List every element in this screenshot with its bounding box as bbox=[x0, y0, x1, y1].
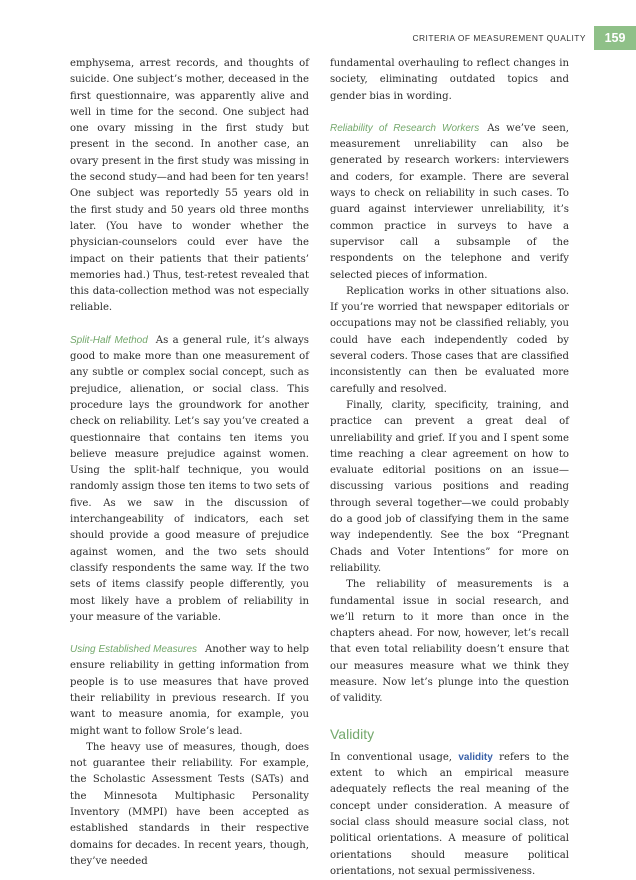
paragraph-continued: emphysema, arrest records, and thoughts of suicide. One subject’s mother, deceased in the first questionnaire, was apparently alive and well in time for the second. One subject had one ovary missing in the first study but present in the second. In another case, an ovary present in the first study was missing in the second study—and had been for ten years! One subject was reportedly 55 years old in the first study and 50 years old three months later. (You have to wonder whether the physician-counselors could ever have the impact on their patients that their patients’ memories had.) Thus, test-retest revealed that this data-collection method was not especially reliable. bbox=[70, 58, 309, 314]
section-title-validity: Validity bbox=[330, 725, 375, 742]
paragraph-replication: Replication works in other situations also. If you’re worried that newspaper editorials or occupations may not be classified reliably, you could have each independently coded by several coders. Those cases that are classified inconsistently can then be evaluated more carefully and resolved. bbox=[330, 285, 569, 395]
paragraph-clarity: Finally, clarity, specificity, training, and practice can prevent a great deal of unreliability and grief. If you and I spent some time reaching a clear agreement on how to evaluate editorial positions on an issue—discussing various positions and reading through several together—we could probably do a good job of classifying them in the same way independently. See the box “Pregnant Chads and Voter Intentions” for more on reliability. bbox=[330, 399, 569, 574]
research-workers-paragraph bbox=[330, 121, 569, 284]
split-half-paragraph bbox=[70, 333, 309, 626]
validity-term: validity bbox=[458, 751, 493, 763]
validity-text-after: refers to the extent to which an empirical measure adequately reflects the real meaning of the concept under consideration. A measure of social class should measure social class, not political orientations. A measure of political orientations should measure political orientations, not sexual permissiveness. bbox=[330, 751, 569, 877]
running-head bbox=[412, 26, 636, 50]
research-workers-heading: Reliability of Research Workers bbox=[330, 122, 480, 134]
research-workers-text: As we’ve seen, measurement unreliability can also be generated by research workers: interviewers and coders, for example. There are several ways to check on reliability in such cases. To guard against interviewer unreliability, it’s common practice in surveys to have a supervisor call a subsample of the respondents on the telephone and verify selected pieces of information. bbox=[330, 122, 569, 281]
left-column bbox=[70, 56, 309, 870]
established-measures-text: Another way to help ensure reliability in getting information from people is to use measures that have proved their reliability in previous research. If you want to measure anomia, for example, you might want to follow Srole’s lead. bbox=[70, 644, 309, 737]
running-title: CRITERIA OF MEASUREMENT QUALITY bbox=[412, 33, 586, 43]
split-half-text: As a general rule, it’s always good to make more than one measurement of any subtle or complex social concept, such as prejudice, alienation, or social class. This procedure lays the groundwork for another check on reliability. Let’s say you’ve created a questionnaire that contains ten items you believe measure prejudice against women. Using the split-half technique, you would randomly assign those ten items to two sets of five. As we saw in the discussion of interchangeability of indicators, each set should provide a good measure of prejudice against women, and the two sets should classify respondents the same way. If the two sets of items classify people differently, you most likely have a problem of reliability in your measure of the variable. bbox=[70, 334, 309, 623]
established-measures-paragraph bbox=[70, 642, 309, 740]
page-number: 159 bbox=[594, 26, 636, 50]
paragraph-fundamental-issue: The reliability of measurements is a fundamental issue in social research, and we’ll return to it more than once in the chapters ahead. For now, however, let’s recall that even total reliability doesn’t ensure that our measures measure what we think they measure. Now let’s plunge into the question of validity. bbox=[330, 579, 569, 705]
established-measures-heading: Using Established Measures bbox=[70, 644, 198, 656]
validity-text-before: In conventional usage, bbox=[330, 751, 459, 763]
right-column bbox=[330, 56, 569, 880]
paragraph-heavy-use: The heavy use of measures, though, does not guarantee their reliability. For example, the Scholastic Assessment Tests (SATs) and the Minnesota Multiphasic Personality Inventory (MMPI) have been accepted as established standards in their respective domains for decades. In recent years, though, they’ve needed bbox=[70, 741, 309, 867]
paragraph-overhauling: fundamental overhauling to reflect changes in society, eliminating outdated topics and gender bias in wording. bbox=[330, 58, 569, 102]
split-half-heading: Split-Half Method bbox=[70, 334, 148, 346]
paragraph-validity-definition bbox=[330, 750, 569, 880]
